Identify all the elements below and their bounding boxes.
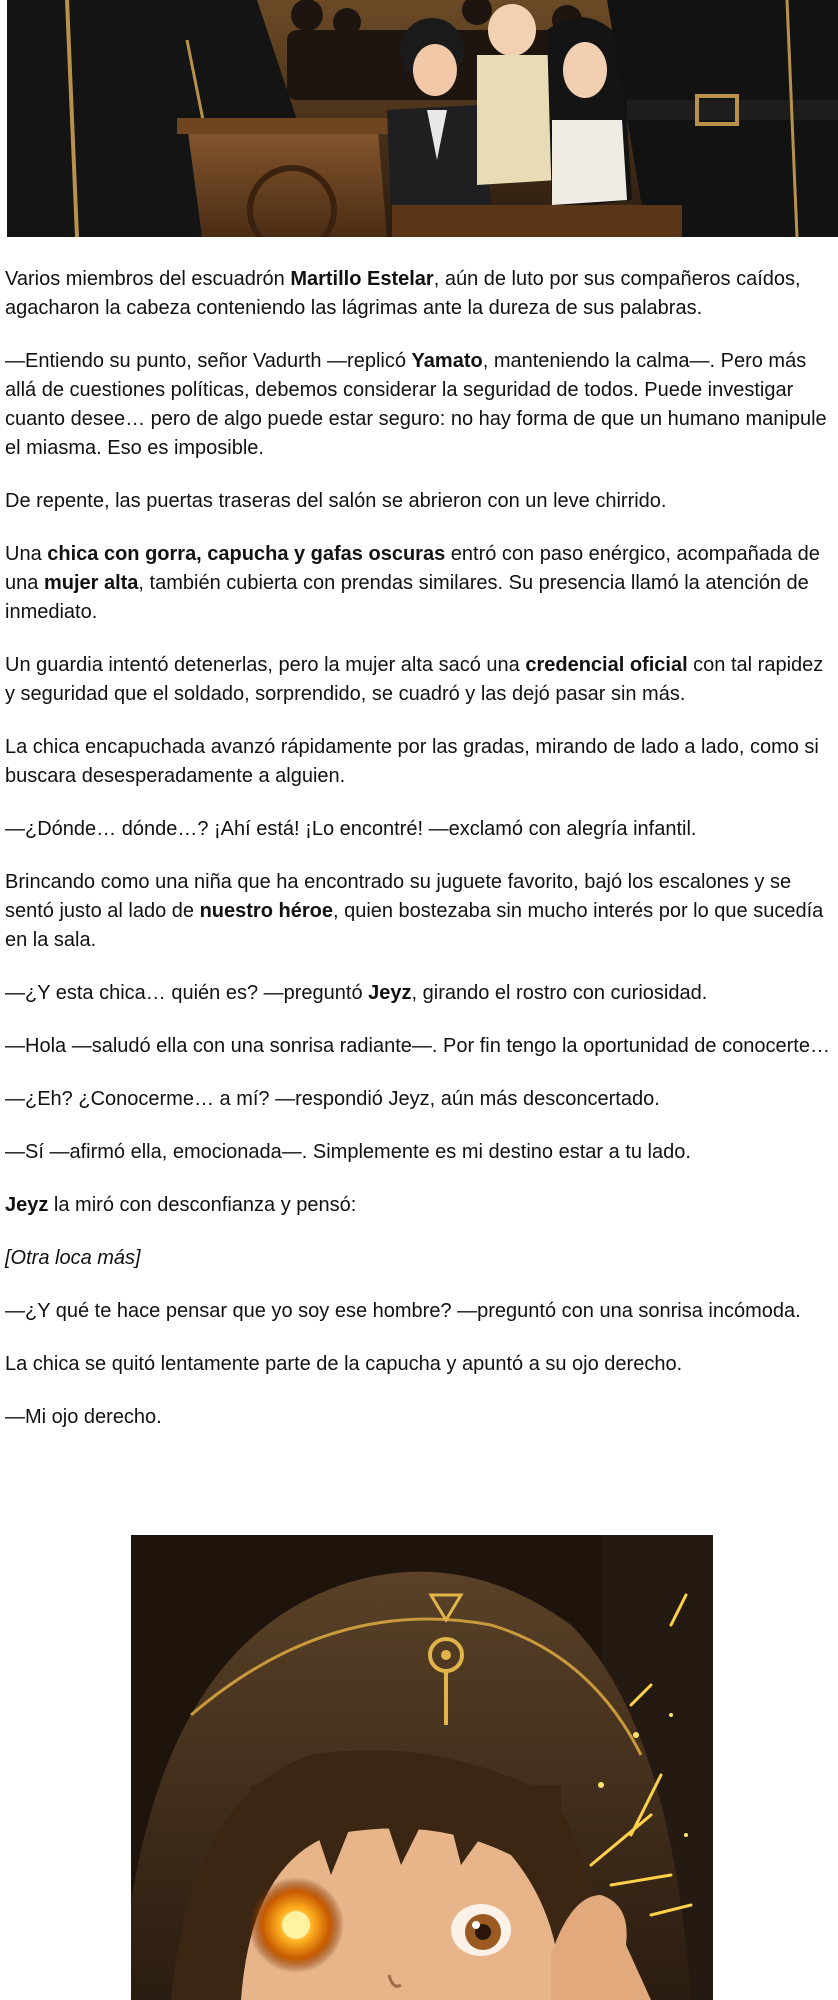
paragraph-16: La chica se quitó lentamente parte de la capucha y apuntó a su ojo derecho.	[5, 1353, 683, 1375]
paragraph-1: Varios miembros del escuadrón Martillo Estelar, aún de luto por sus compañeros caídos, agacharon la cabeza conteniendo las lágrimas ante la dureza de sus palabras.	[5, 268, 801, 319]
paragraph-11: —¿Eh? ¿Conocerme… a mí? —respondió Jeyz, aún más desconcertado.	[5, 1088, 660, 1110]
paragraph-7: —¿Dónde… dónde…? ¡Ahí está! ¡Lo encontré! —exclamó con alegría infantil.	[5, 818, 697, 840]
paragraph-8: Brincando como una niña que ha encontrado su juguete favorito, bajó los escalones y se sentó justo al lado de nuestro héroe, quien bostezaba sin mucho interés por lo que sucedía en la sala.	[5, 871, 824, 951]
assembly-hall-illustration	[7, 0, 838, 237]
paragraph-13: Jeyz la miró con desconfianza y pensó:	[5, 1194, 357, 1216]
paragraph-17: —Mi ojo derecho.	[5, 1406, 162, 1428]
story-text	[5, 265, 833, 1432]
paragraph-12: —Sí —afirmó ella, emocionada—. Simplemente es mi destino estar a tu lado.	[5, 1141, 691, 1163]
name-martillo-estelar: Martillo Estelar	[290, 268, 434, 290]
hooded-girl-glowing-eye-illustration	[131, 1535, 713, 2000]
name-jeyz: Jeyz	[368, 982, 412, 1004]
paragraph-10: —Hola —saludó ella con una sonrisa radiante—. Por fin tengo la oportunidad de conocerte…	[5, 1035, 830, 1057]
paragraph-4: Una chica con gorra, capucha y gafas oscuras entró con paso enérgico, acompañada de una mujer alta, también cubierta con prendas similares. Su presencia llamó la atención de inmediato.	[5, 543, 820, 623]
paragraph-6: La chica encapuchada avanzó rápidamente por las gradas, mirando de lado a lado, como si buscara desesperadamente a alguien.	[5, 736, 819, 787]
paragraph-2: —Entiendo su punto, señor Vadurth —replicó Yamato, manteniendo la calma—. Pero más allá de cuestiones políticas, debemos considerar la seguridad de todos. Puede investigar cuanto desee… pero de algo puede estar seguro: no hay forma de que un humano manipule el miasma. Eso es imposible.	[5, 350, 827, 459]
paragraph-3: De repente, las puertas traseras del salón se abrieron con un leve chirrido.	[5, 490, 667, 512]
paragraph-15: —¿Y qué te hace pensar que yo soy ese hombre? —preguntó con una sonrisa incómoda.	[5, 1300, 801, 1322]
paragraph-14-thought: [Otra loca más]	[5, 1247, 141, 1269]
paragraph-5: Un guardia intentó detenerlas, pero la mujer alta sacó una credencial oficial con tal rapidez y seguridad que el soldado, sorprendido, se cuadró y las dejó pasar sin más.	[5, 654, 824, 705]
name-yamato: Yamato	[411, 350, 483, 372]
paragraph-9: —¿Y esta chica… quién es? —preguntó Jeyz, girando el rostro con curiosidad.	[5, 982, 708, 1004]
